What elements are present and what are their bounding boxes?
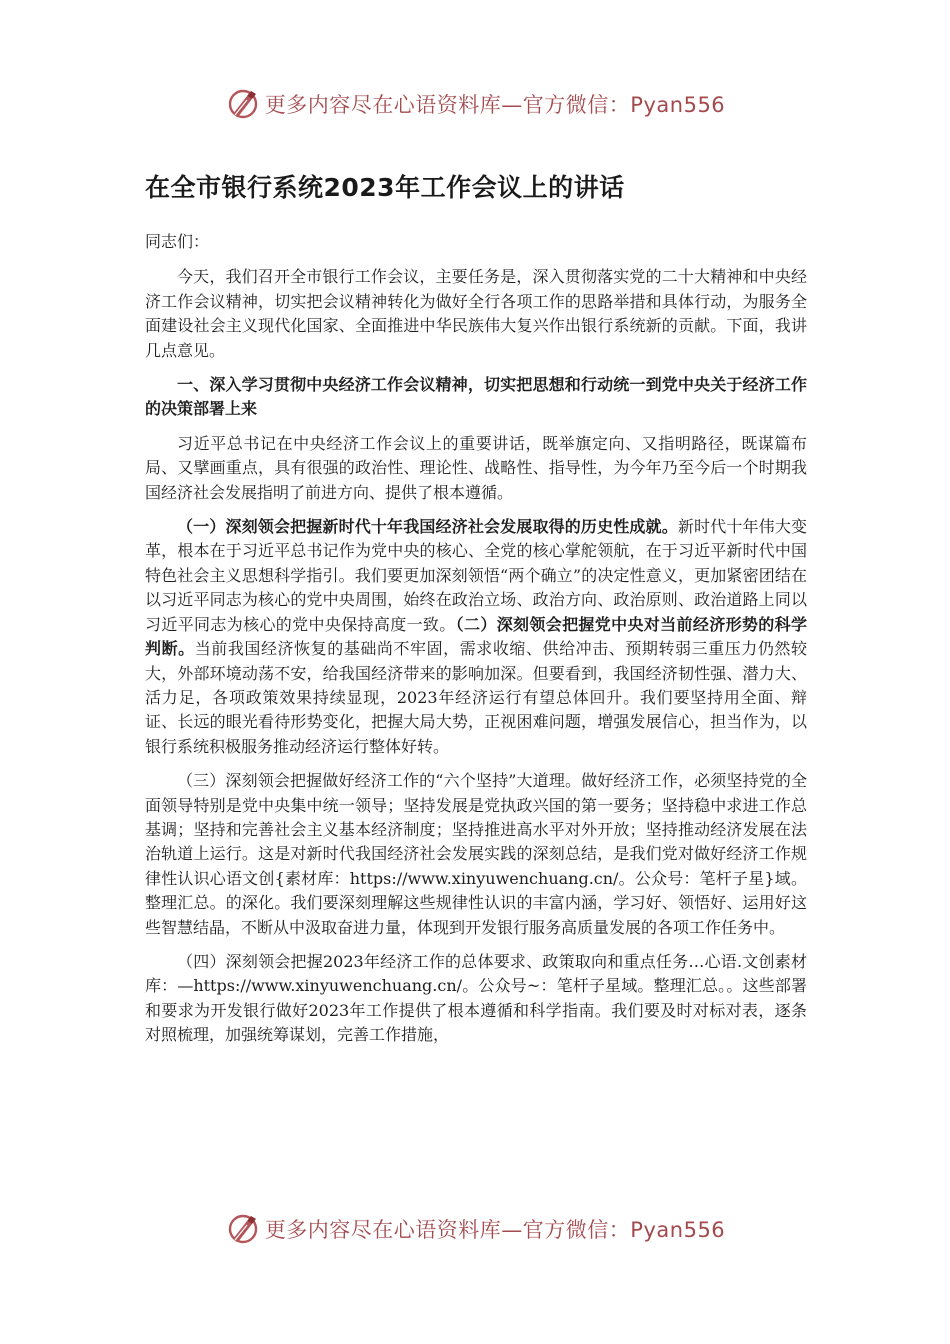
greeting: 同志们： xyxy=(145,232,210,251)
pen-nib-logo-icon xyxy=(225,1211,261,1247)
subsection-1-body: 新时代十年伟大变革，根本在于习近平总书记作为党中央的核心、全党的核心掌舵领航，在于习近平新时代中国特色社会主义思想科学指引。我们要更加深刻领悟“两个确立”的决定性意义，更加紧密团结在以习近平同志为核心的党中央周围，始终在政治立场、政治方向、政治原则、政治道路上同以习近平同志为核心的党中央保持高度一致。 xyxy=(145,517,807,634)
section-1-body: 习近平总书记在中央经济工作会议上的重要讲话，既举旗定向、又指明路径，既谋篇布局、又擘画重点，具有很强的政治性、理论性、战略性、指导性，为今年乃至今后一个时期我国经济社会发展指明了前进方向、提供了根本遵循。 xyxy=(145,433,807,502)
subsection-2-body: 当前我国经济恢复的基础尚不牢固，需求收缩、供给冲击、预期转弱三重压力仍然较大，外部环境动荡不安，给我国经济带来的影响加深。但要看到，我国经济韧性强、潜力大、活力足，各项政策效果持续显现，2023年经济运行有望总体回升。我们要坚持用全面、辩证、长远的眼光看待形势变化，把握大局大势，正视困难问题，增强发展信心，担当作为，以银行系统积极服务推动经济运行整体好转。 xyxy=(145,639,807,756)
subsection-4-paragraph: （四）深刻领会把握2023年经济工作的总体要求、政策取向和重点任务…心语.文创素材库：—https://www.xinyuwenchuang.cn/。公众号~：笔杆子星域。整理汇总。。这些部署和要求为开发银行做好2023年工作提供了根本遵循和科学指南。我们要及时对标对表，逐条对照梳理，加强统筹谋划，完善工作措施， xyxy=(145,951,807,1045)
watermark-text: 更多内容尽在心语资料库—官方微信：Pyan556 xyxy=(264,1218,726,1242)
section-1-heading: 一、深入学习贯彻中央经济工作会议精神，切实把思想和行动统一到党中央关于经济工作的决策部署上来 xyxy=(145,375,807,419)
subsection-1-heading: （一）深刻领会把握新时代十年我国经济社会发展取得的历史性成就。 xyxy=(177,517,678,537)
document-title: 在全市银行系统2023年工作会议上的讲话 xyxy=(145,173,625,202)
subsection-1-2-paragraph xyxy=(145,515,807,759)
pen-nib-logo-icon xyxy=(225,86,261,122)
header-watermark xyxy=(0,84,950,124)
subsection-3-paragraph: （三）深刻领会把握做好经济工作的“六个坚持”大道理。做好经济工作，必须坚持党的全面领导特别是党中央集中统一领导；坚持发展是党执政兴国的第一要务；坚持稳中求进工作总基调；坚持和完善社会主义基本经济制度；坚持推进高水平对外开放；坚持推动经济发展在法治轨道上运行。这是对新时代我国经济社会发展实践的深刻总结，是我们党对做好经济工作规律性认识心语文创{素材库：https://www.xinyuwenchuang.cn/。公众号：笔杆子星}域。整理汇总。的深化。我们要深刻理解这些规律性认识的丰富内涵，学习好、领悟好、运用好这些智慧结晶，不断从中汲取奋进力量，体现到开发银行服务高质量发展的各项工作任务中。 xyxy=(145,771,807,937)
document-body xyxy=(145,170,807,1048)
footer-watermark xyxy=(0,1209,950,1249)
subsection-2-heading: （二）深刻领会把握党中央对当前经济形势的科学判断。 xyxy=(145,614,807,659)
intro-paragraph: 今天，我们召开全市银行工作会议，主要任务是，深入贯彻落实党的二十大精神和中央经济工作会议精神，切实把会议精神转化为做好全行各项工作的思路举措和具体行动，为服务全面建设社会主义现代化国家、全面推进中华民族伟大复兴作出银行系统新的贡献。下面，我讲几点意见。 xyxy=(145,267,807,360)
watermark-text: 更多内容尽在心语资料库—官方微信：Pyan556 xyxy=(264,93,726,117)
